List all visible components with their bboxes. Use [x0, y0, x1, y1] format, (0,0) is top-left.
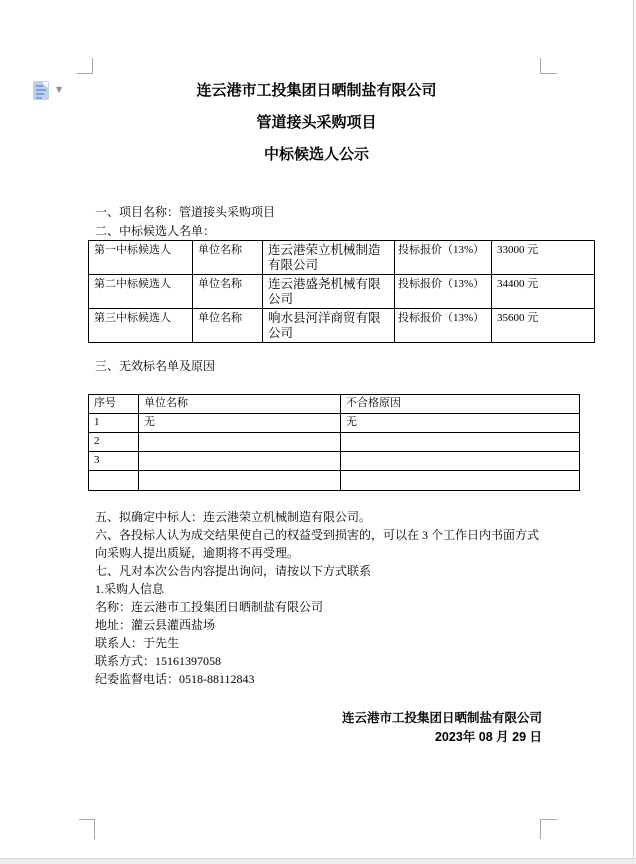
table-row: [89, 452, 580, 471]
invalid-bids-table: [88, 394, 580, 491]
para-purchaser-info: 1.采购人信息: [95, 582, 165, 596]
bid-candidates-table: [88, 240, 595, 343]
cell-rank: 第一中标候选人: [89, 241, 193, 275]
table-row: [89, 309, 595, 343]
cell-seq: [89, 471, 139, 491]
para-invalid-bids-heading: 三、无效标名单及原因: [95, 359, 216, 373]
table-row: [89, 275, 595, 309]
margin-crop-mark-bottom-right: [540, 819, 557, 839]
title-company: 连云港市工投集团日晒制盐有限公司: [196, 82, 437, 99]
para-objection: 六、各投标人认为成交结果使自己的权益受到损害的，可以在 3 个工作日内书面方式向采购人提出质疑，逾期将不再受理。: [95, 528, 540, 560]
cell-reason: [341, 452, 580, 471]
cell-reason: [341, 433, 580, 452]
chevron-down-icon[interactable]: ▼: [56, 85, 63, 94]
header-reason: 不合格原因: [341, 395, 580, 414]
table-row: [89, 414, 580, 433]
title-project: 管道接头采购项目: [256, 114, 377, 131]
cell-seq: 2: [89, 433, 139, 452]
cell-rank: 第三中标候选人: [89, 309, 193, 343]
paste-options-button[interactable]: [32, 79, 70, 103]
cell-label: 单位名称: [193, 275, 263, 309]
cell-company: [139, 433, 341, 452]
signature-company: 连云港市工投集团日晒制盐有限公司: [341, 711, 542, 725]
page-edge-bottom: [0, 858, 636, 864]
paste-icon: [33, 81, 49, 100]
margin-crop-mark-top-left: [77, 58, 93, 74]
cell-company: 响水县河洋商贸有限公司: [263, 309, 395, 343]
header-seq: 序号: [89, 395, 139, 414]
cell-company: [139, 452, 341, 471]
para-contact-intro: 七、凡对本次公告内容提出询问，请按以下方式联系: [95, 564, 372, 578]
cell-reason: [341, 471, 580, 491]
para-project-name: 一、项目名称：管道接头采购项目: [95, 205, 276, 219]
table-row: [89, 433, 580, 452]
margin-crop-mark-top-right: [540, 58, 557, 74]
cell-price-label: 投标报价（13%）: [395, 275, 492, 309]
header-company: 单位名称: [139, 395, 341, 414]
para-address: 地址：灌云县灌西盐场: [95, 618, 216, 632]
document-title-block: [93, 75, 540, 171]
table-row: [89, 471, 580, 491]
cell-company: 无: [139, 414, 341, 433]
body-paragraphs: [95, 508, 542, 688]
cell-company: 连云港荣立机械制造有限公司: [263, 241, 395, 275]
title-announcement: 中标候选人公示: [263, 146, 369, 163]
table-header-row: [89, 395, 580, 414]
margin-crop-mark-bottom-left: [79, 819, 95, 839]
cell-reason: 无: [341, 414, 580, 433]
table-row: [89, 241, 595, 275]
para-candidate-list: 二、中标候选人名单：: [95, 224, 216, 238]
cell-price: 35600 元: [492, 309, 595, 343]
cell-company: [139, 471, 341, 491]
signature-date: 2023年 08 月 29 日: [434, 730, 542, 744]
signature-block: [93, 709, 542, 747]
cell-price: 34400 元: [492, 275, 595, 309]
cell-price-label: 投标报价（13%）: [395, 309, 492, 343]
para-purchaser-name: 名称：连云港市工投集团日晒制盐有限公司: [95, 600, 324, 614]
para-contact-phone: 联系方式：15161397058: [95, 654, 222, 668]
cell-price-label: 投标报价（13%）: [395, 241, 492, 275]
page-edge-right: [633, 0, 634, 858]
cell-rank: 第二中标候选人: [89, 275, 193, 309]
cell-price: 33000 元: [492, 241, 595, 275]
cell-seq: 1: [89, 414, 139, 433]
para-contact-person: 联系人：于先生: [95, 636, 180, 650]
cell-seq: 3: [89, 452, 139, 471]
para-winner: 五、拟确定中标人：连云港荣立机械制造有限公司。: [95, 510, 372, 524]
intro-paragraphs: [95, 203, 542, 241]
para-supervision-phone: 纪委监督电话：0518-88112843: [95, 672, 255, 686]
cell-label: 单位名称: [193, 241, 263, 275]
cell-label: 单位名称: [193, 309, 263, 343]
cell-company: 连云港盛尧机械有限公司: [263, 275, 395, 309]
